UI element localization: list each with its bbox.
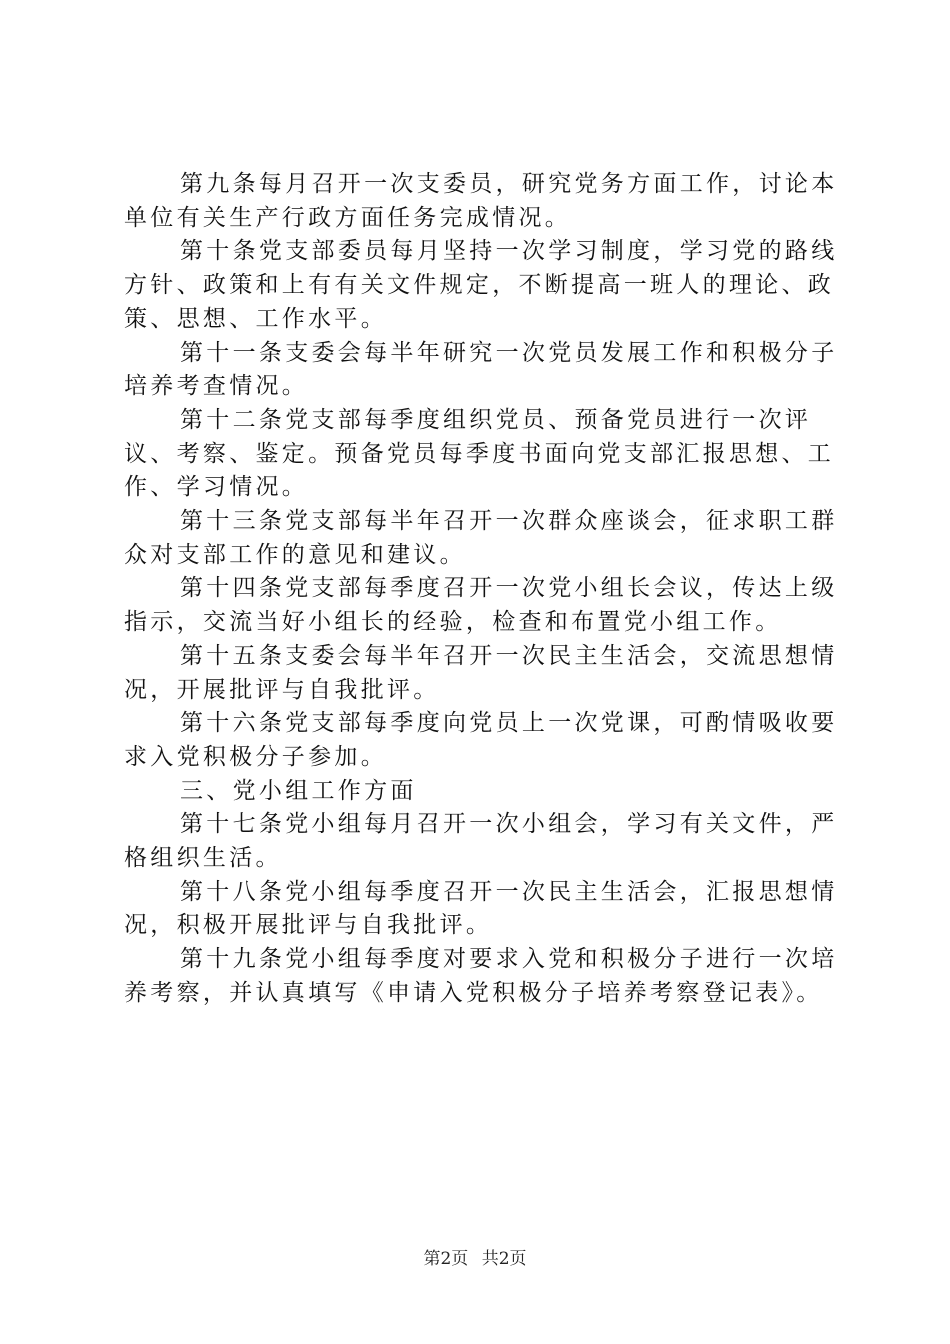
paragraph-article-13: 第十三条党支部每半年召开一次群众座谈会，征求职工群众对支部工作的意见和建议。 bbox=[124, 508, 838, 568]
paragraph-article-19: 第十九条党小组每季度对要求入党和积极分子进行一次培养考察，并认真填写《申请入党积极分子培养考察登记表》。 bbox=[124, 946, 838, 1006]
paragraph-article-14: 第十四条党支部每季度召开一次党小组长会议，传达上级指示，交流当好小组长的经验，检查和布置党小组工作。 bbox=[124, 575, 838, 636]
page-footer bbox=[0, 1244, 950, 1269]
paragraph-article-9: 第九条每月召开一次支委员，研究党务方面工作，讨论本单位有关生产行政方面任务完成情况。 bbox=[124, 171, 838, 231]
paragraph-article-16: 第十六条党支部每季度向党员上一次党课，可酌情吸收要求入党积极分子参加。 bbox=[124, 710, 838, 770]
paragraph-article-12: 第十二条党支部每季度组织党员、预备党员进行一次评议、考察、鉴定。预备党员每季度书面向党支部汇报思想、工作、学习情况。 bbox=[124, 406, 835, 501]
page-number: 第2页 bbox=[423, 1249, 469, 1269]
document-body bbox=[124, 168, 838, 1011]
page-total: 共2页 bbox=[481, 1249, 527, 1269]
paragraph-article-17: 第十七条党小组每月召开一次小组会，学习有关文件，严格组织生活。 bbox=[124, 811, 838, 872]
paragraph-article-18: 第十八条党小组每季度召开一次民主生活会，汇报思想情况，积极开展批评与自我批评。 bbox=[124, 878, 838, 939]
paragraph-article-10: 第十条党支部委员每月坚持一次学习制度，学习党的路线方针、政策和上有有关文件规定，不断提高一班人的理论、政策、思想、工作水平。 bbox=[124, 238, 838, 332]
section-heading-party-group: 三、党小组工作方面 bbox=[180, 777, 417, 804]
paragraph-article-15: 第十五条支委会每半年召开一次民主生活会，交流思想情况，开展批评与自我批评。 bbox=[124, 642, 838, 703]
paragraph-article-11: 第十一条支委会每半年研究一次党员发展工作和积极分子培养考查情况。 bbox=[124, 339, 838, 400]
